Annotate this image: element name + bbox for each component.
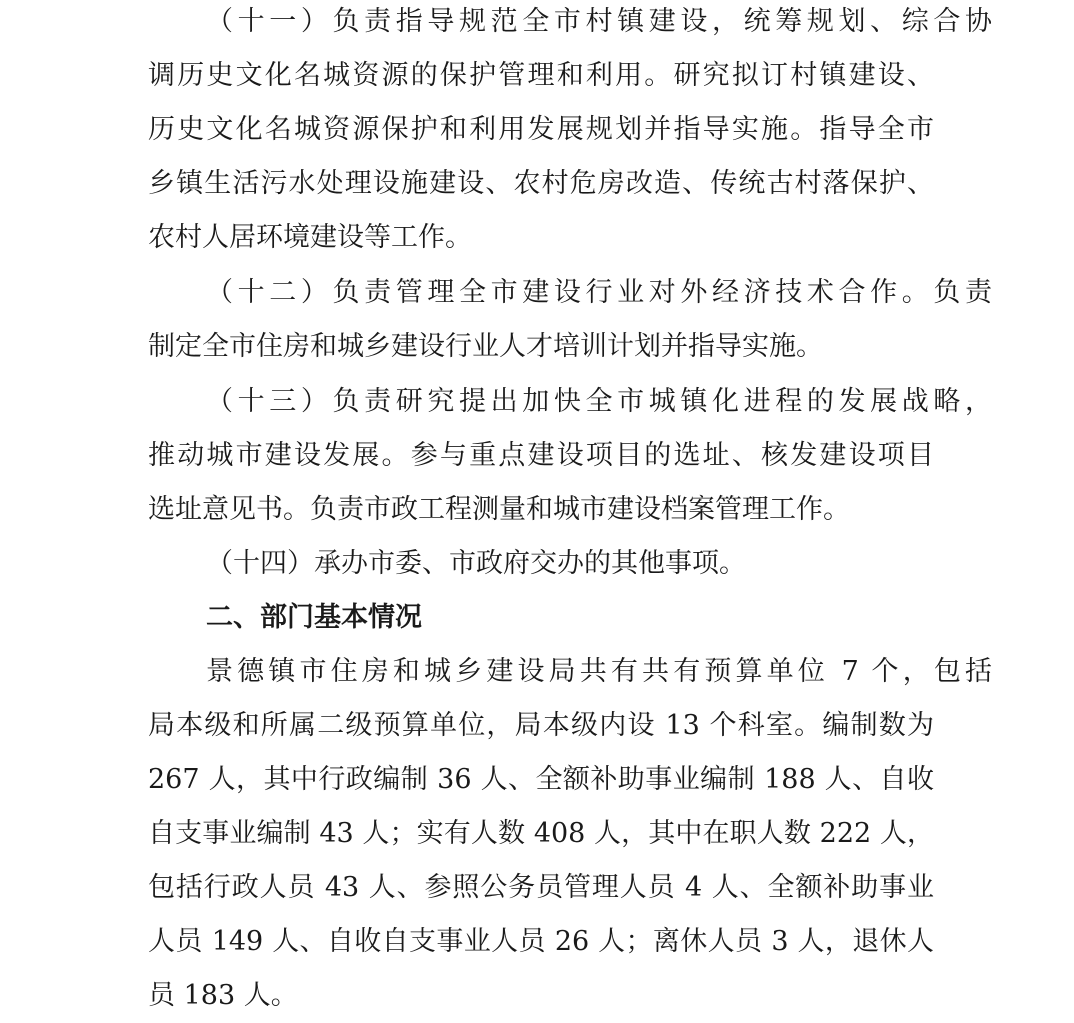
- paragraph-line: 景德镇市住房和城乡建设局共有共有预算单位 7 个，包括: [206, 656, 992, 687]
- paragraph-line: （十四）承办市委、市政府交办的其他事项。: [206, 548, 746, 579]
- document-page: [148, 0, 992, 1018]
- paragraph-line: 自支事业编制 43 人；实有人数 408 人，其中在职人数 222 人，: [148, 818, 934, 849]
- paragraph-line: 267 人，其中行政编制 36 人、全额补助事业编制 188 人、自收: [148, 764, 934, 795]
- paragraph-line: 人员 149 人、自收自支事业人员 26 人；离休人员 3 人，退休人: [148, 926, 934, 957]
- paragraph-line: 员 183 人。: [148, 980, 298, 1011]
- paragraph-line: 选址意见书。负责市政工程测量和城市建设档案管理工作。: [148, 494, 850, 525]
- paragraph-line: 包括行政人员 43 人、参照公务员管理人员 4 人、全额补助事业: [148, 872, 934, 903]
- paragraph-line: （十二）负责管理全市建设行业对外经济技术合作。负责: [206, 277, 992, 308]
- paragraph-line: （十三）负责研究提出加快全市城镇化进程的发展战略，: [206, 386, 992, 417]
- paragraph-line: 推动城市建设发展。参与重点建设项目的选址、核发建设项目: [148, 440, 934, 471]
- section-heading: 二、部门基本情况: [206, 602, 422, 633]
- paragraph-line: 调历史文化名城资源的保护管理和利用。研究拟订村镇建设、: [148, 60, 934, 91]
- paragraph-line: （十一）负责指导规范全市村镇建设，统筹规划、综合协: [206, 6, 992, 37]
- paragraph-line: 农村人居环境建设等工作。: [148, 222, 472, 253]
- paragraph-line: 局本级和所属二级预算单位，局本级内设 13 个科室。编制数为: [148, 710, 934, 741]
- paragraph-line: 历史文化名城资源保护和利用发展规划并指导实施。指导全市: [148, 114, 934, 145]
- paragraph-line: 制定全市住房和城乡建设行业人才培训计划并指导实施。: [148, 331, 823, 362]
- paragraph-line: 乡镇生活污水处理设施建设、农村危房改造、传统古村落保护、: [148, 168, 934, 199]
